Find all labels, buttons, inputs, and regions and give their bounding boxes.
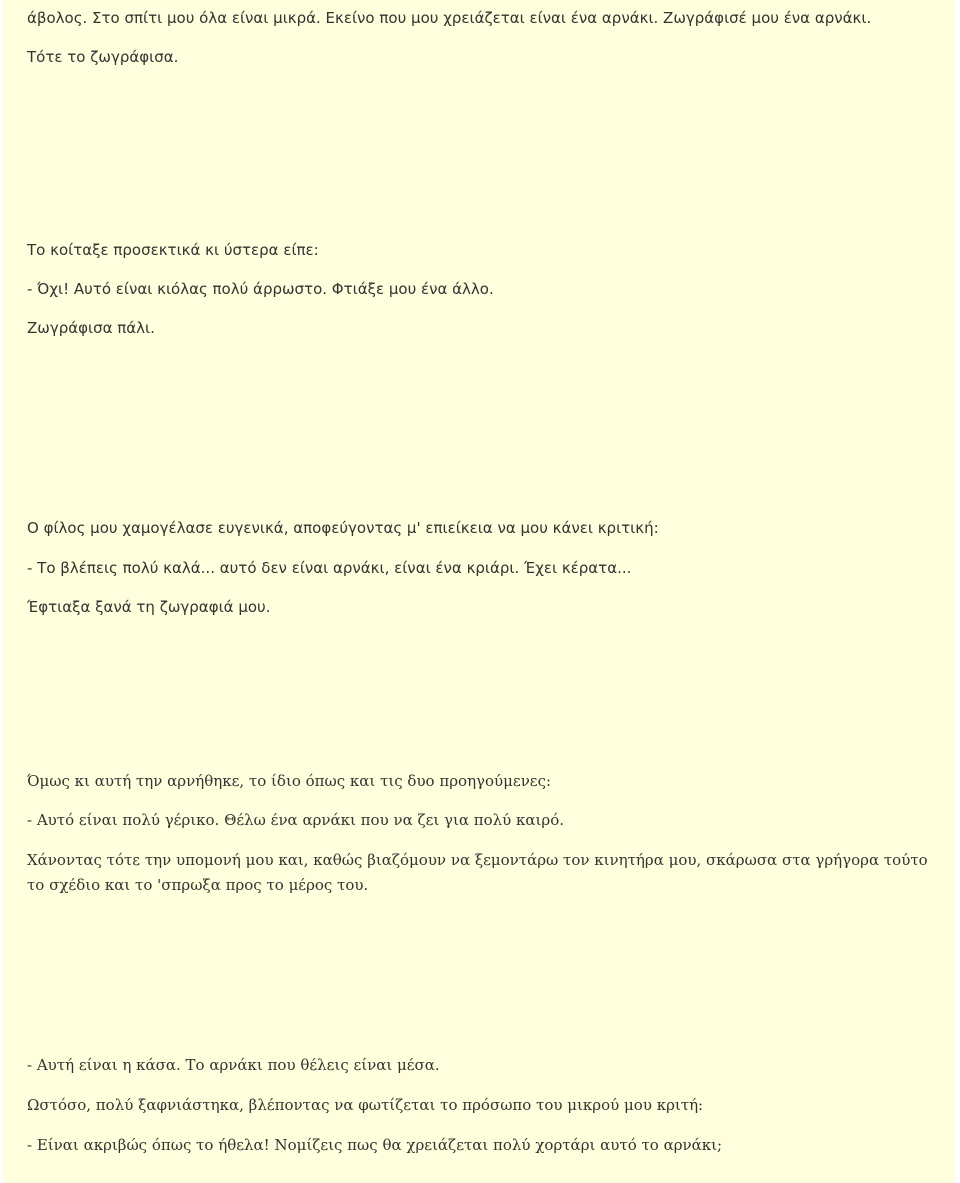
paragraph-13: Ωστόσο, πολύ ξαφνιάστηκα, βλέποντας να φωτίζεται το πρόσωπο του μικρού μου κριτή: — [27, 1096, 704, 1114]
paragraph-10: - Αυτό είναι πολύ γέρικο. Θέλω ένα αρνάκι που να ζει για πολύ καιρό. — [27, 811, 565, 829]
paragraph-11: Χάνοντας τότε την υπομονή μου και, καθώς βιαζόμουν να ξεμοντάρω τον κινητήρα μου, σκάρωσα στα γρήγορα τούτο το σχέδιο και το 'σπρωξα προς το μέρος του. — [27, 851, 928, 894]
paragraph-6: Ο φίλος μου χαμογέλασε ευγενικά, αποφεύγοντας μ' επιείκεια να μου κάνει κριτική: — [27, 519, 659, 537]
paragraph-5: Ζωγράφισα πάλι. — [27, 319, 155, 337]
paragraph-14: - Είναι ακριβώς όπως το ήθελα! Νομίζεις πως θα χρειάζεται πολύ χορτάρι αυτό το αρνάκι; — [27, 1136, 723, 1154]
paragraph-7: - Το βλέπεις πολύ καλά... αυτό δεν είναι αρνάκι, είναι ένα κριάρι. Έχει κέρατα... — [27, 559, 632, 577]
paragraph-1: άβολος. Στο σπίτι μου όλα είναι μικρά. Εκείνο που μου χρειάζεται είναι ένα αρνάκι. Ζωγράφισέ μου ένα αρνάκι. — [27, 9, 872, 27]
paragraph-12: - Αυτή είναι η κάσα. Το αρνάκι που θέλεις είναι μέσα. — [27, 1056, 440, 1074]
paragraph-8: Έφτιαξα ξανά τη ζωγραφιά μου. — [27, 598, 271, 616]
paragraph-3: Το κοίταξε προσεκτικά κι ύστερα είπε: — [27, 241, 319, 259]
paragraph-2: Τότε το ζωγράφισα. — [27, 48, 179, 66]
paragraph-9: Όμως κι αυτή την αρνήθηκε, το ίδιο όπως και τις δυο προηγούμενες: — [27, 772, 552, 790]
paragraph-4: - Όχι! Αυτό είναι κιόλας πολύ άρρωστο. Φτιάξε μου ένα άλλο. — [27, 280, 494, 298]
document-page — [3, 0, 955, 1183]
